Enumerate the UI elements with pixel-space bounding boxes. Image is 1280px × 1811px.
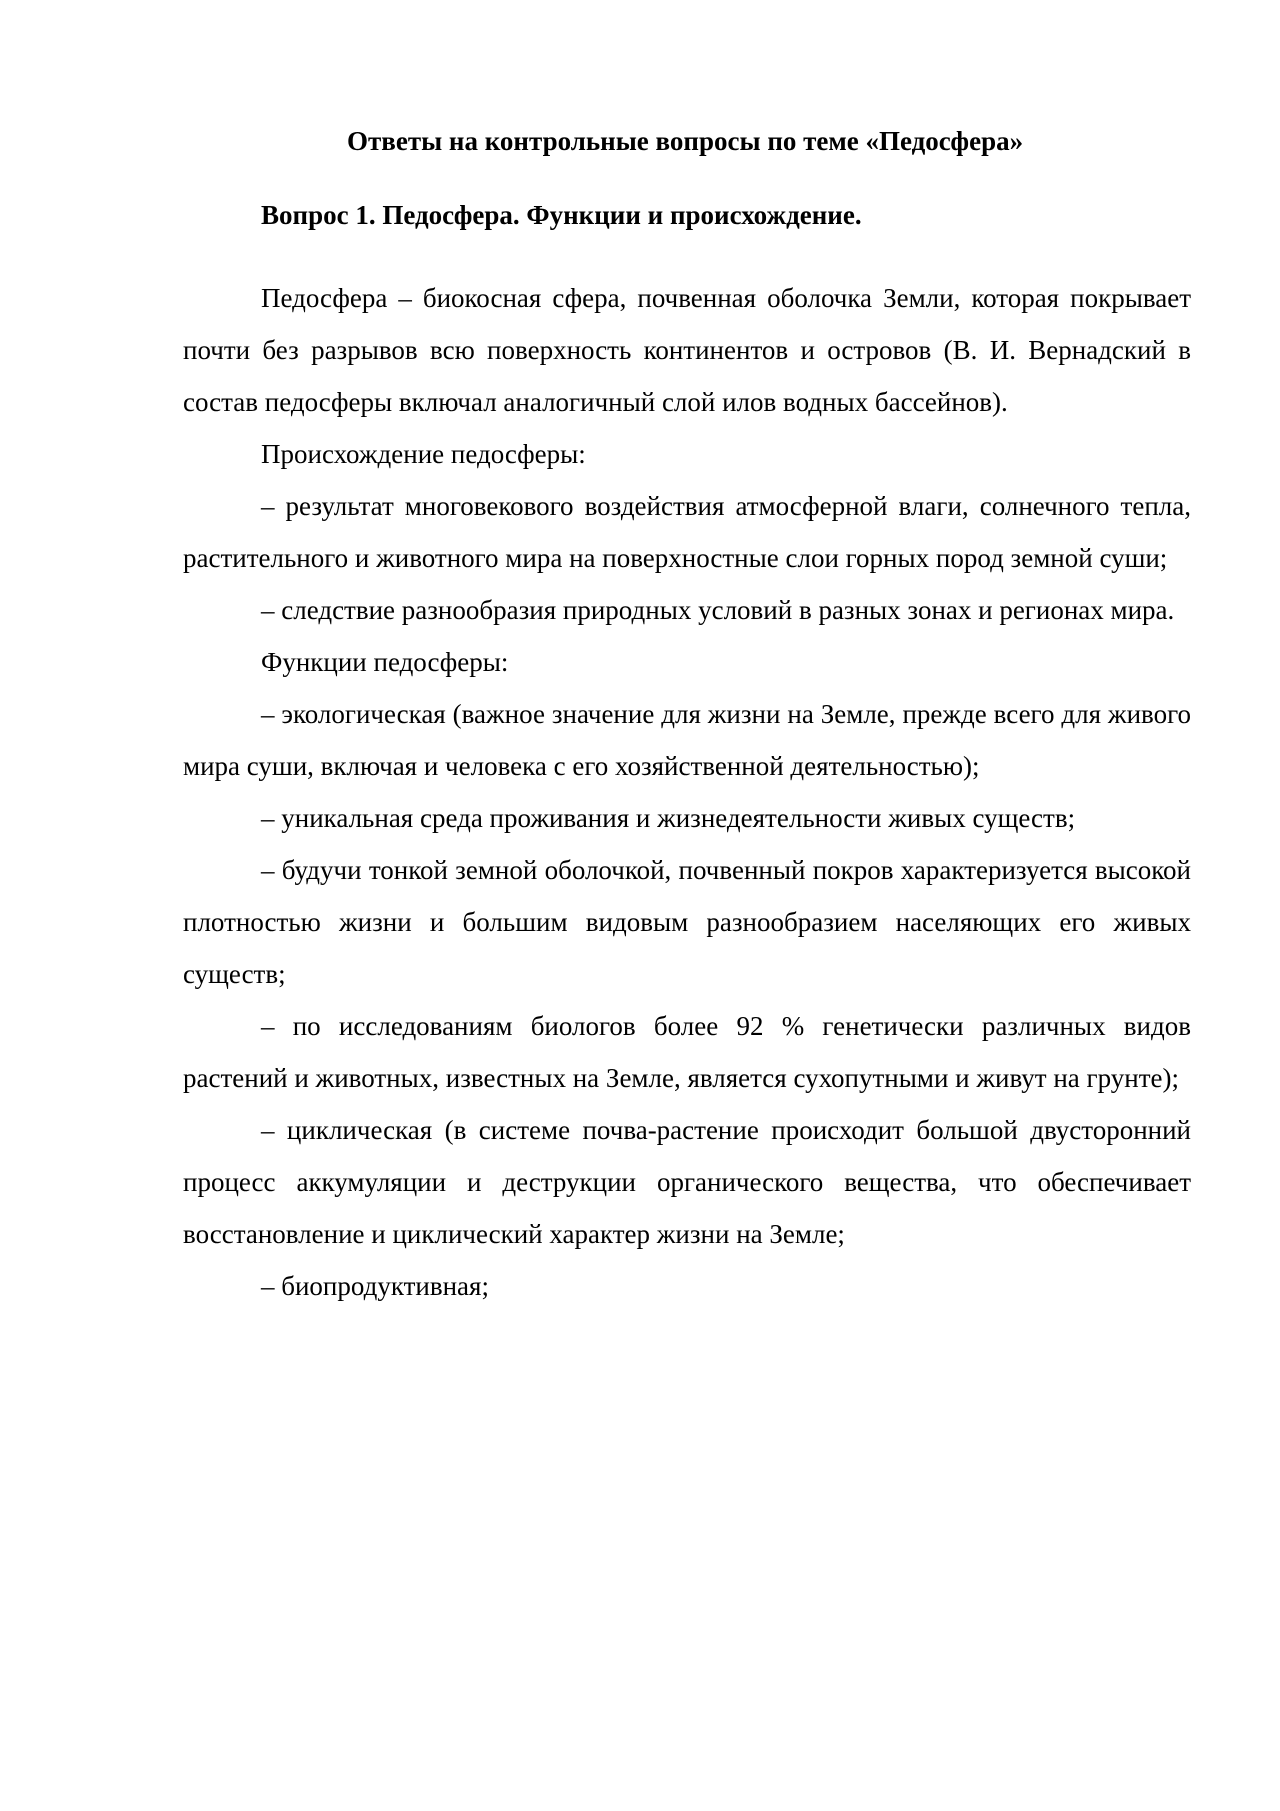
paragraph-origin-item-2: – следствие разнообразия природных условий в разных зонах и регионах мира.	[261, 595, 1175, 625]
paragraph-function-bioproductive: – биопродуктивная;	[261, 1271, 489, 1301]
paragraph-function-cyclic: – циклическая (в системе почва-растение происходит большой двусторонний процесс аккумуляции и деструкции органического вещества, что обеспечивает восстановление и циклический характер жизни на Земле;	[183, 1115, 1191, 1249]
document-title: Ответы на контрольные вопросы по теме «Педосфера»	[347, 126, 1024, 156]
paragraph-origin-item-1: – результат многовекового воздействия атмосферной влаги, солнечного тепла, растительного и животного мира на поверхностные слои горных пород земной суши;	[183, 491, 1191, 573]
paragraph-function-density: – будучи тонкой земной оболочкой, почвенный покров характеризуется высокой плотностью жизни и большим видовым разнообразием населяющих его живых существ;	[183, 855, 1191, 989]
paragraph-function-ecological: – экологическая (важное значение для жизни на Земле, прежде всего для живого мира суши, включая и человека с его хозяйственной деятельностью);	[183, 699, 1191, 781]
paragraph-origin-heading: Происхождение педосферы:	[261, 439, 586, 469]
question-heading: Вопрос 1. Педосфера. Функции и происхождение.	[261, 200, 862, 230]
document-content	[183, 118, 1191, 1312]
paragraph-functions-heading: Функции педосферы:	[261, 647, 509, 677]
paragraph-function-research: – по исследованиям биологов более 92 % генетически различных видов растений и животных, известных на Земле, является сухопутными и живут на грунте);	[183, 1011, 1191, 1093]
document-body	[183, 272, 1191, 1312]
paragraph-function-habitat: – уникальная среда проживания и жизнедеятельности живых существ;	[261, 803, 1076, 833]
paragraph-definition: Педосфера – биокосная сфера, почвенная оболочка Земли, которая покрывает почти без разрывов всю поверхность континентов и островов (В. И. Вернадский в состав педосферы включал аналогичный слой илов водных бассейнов).	[183, 283, 1191, 417]
